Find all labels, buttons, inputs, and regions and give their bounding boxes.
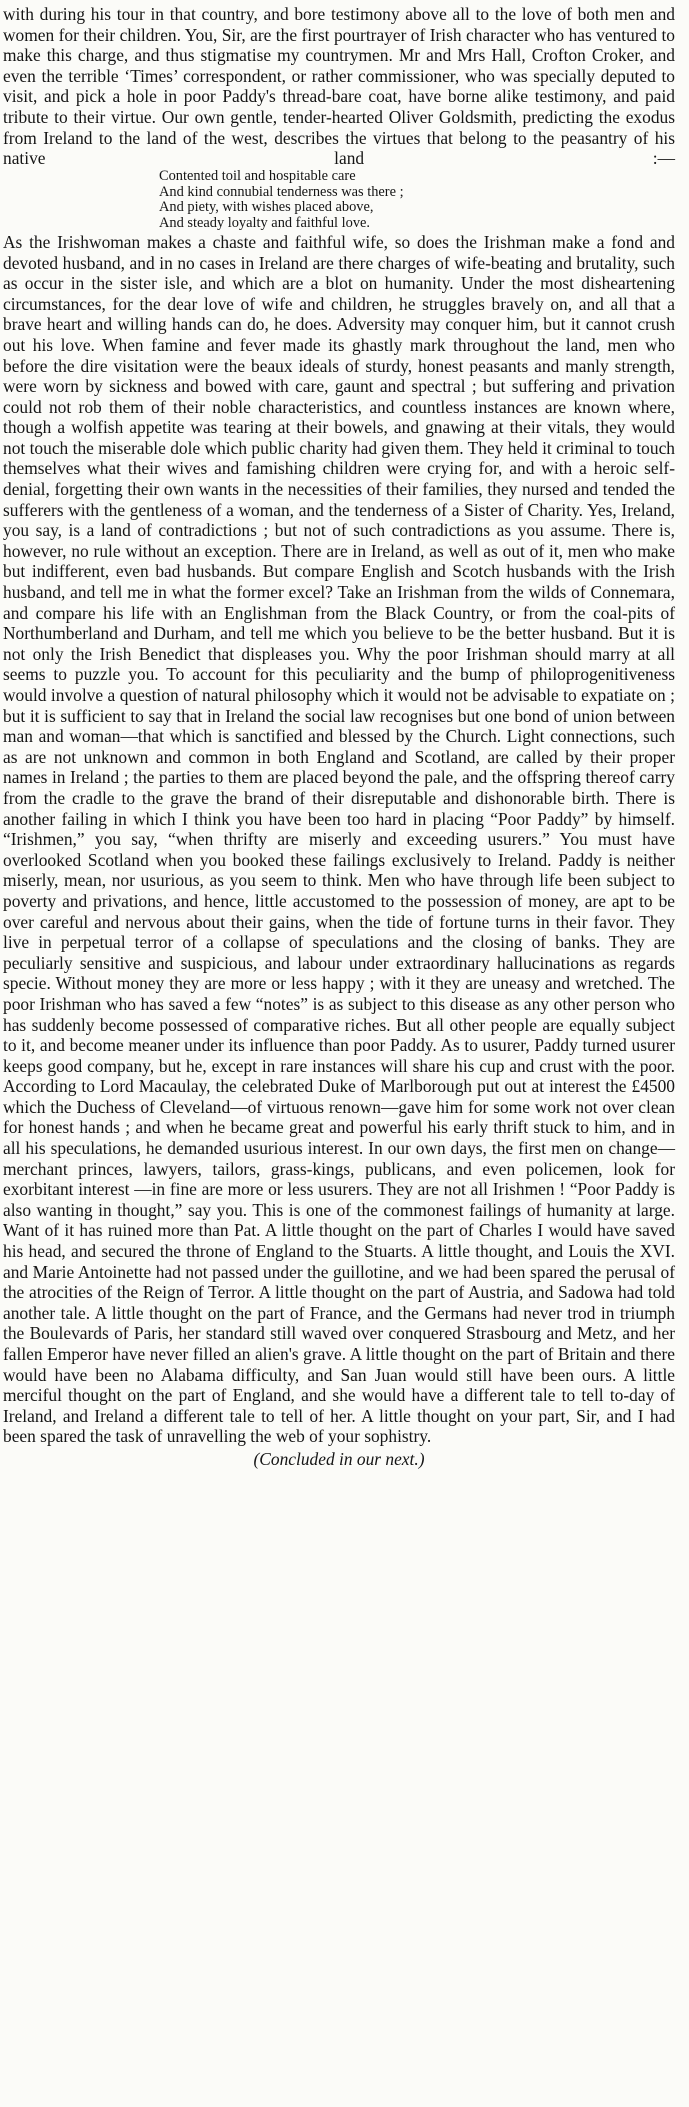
article-paragraph-main: As the Irishwoman makes a chaste and faithful wife, so does the Irishman make a fond and devoted husband, and in no cases in Ireland are there charges of wife-beating and brutality, such as occur in the sister isle, and which are a blot on humanity. Under the most disheartening circumstances, for the dear love of wife and children, he struggles bravely on, and all that a brave heart and willing hands can do, he does. Adversity may conquer him, but it cannot crush out his love. When famine and fever made its ghastly mark throughout the land, men who before the dire visitation were the beaux ideals of sturdy, honest peasants and manly strength, were worn by sickness and bowed with care, gaunt and spectral ; but suffering and privation could not rob them of their noble characteristics, and countless instances are known where, though a wolfish appetite was tearing at their bowels, and gnawing at their vitals, they would not touch the miserable dole which public charity had given them. They held it criminal to touch themselves what their wives and famishing children were crying for, and with a heroic self-denial, forgetting their own wants in the necessities of their families, they nursed and tended the sufferers with the gentleness of a woman, and the tenderness of a Sister of Charity. Yes, Ireland, you say, is a land of contradictions ; but not of such contradictions as you assume. There is, however, no rule without an exception. There are in Ireland, as well as out of it, men who make but indifferent, even bad husbands. But compare English and Scotch husbands with the Irish husband, and tell me in what the former excel? Take an Irishman from the wilds of Connemara, and compare his life with an Englishman from the Black Country, or from the coal-pits of Northumberland and Durham, and tell me which you believe to be the better husband. But it is not only the Irish Benedict that displeases you. Why the poor Irishman should marry at all seems to puzzle you. To account for this peculiarity and the bump of philoprogenitiveness would involve a question of natural philosophy which it would not be advisable to expatiate on ; but it is sufficient to say that in Ireland the social law recognises but one bond of union between man and woman—that which is sanctified and blessed by the Church. Light connections, such as are not unknown and common in both England and Scotland, are called by their proper names in Ireland ; the parties to them are placed beyond the pale, and the offspring thereof carry from the cradle to the grave the brand of their disreputable and dishonorable birth. There is another failing in which I think you have been too hard in placing “Poor Paddy” by himself. “Irishmen,” you say, “when thrifty are miserly and exceeding usurers.” You must have overlooked Scotland when you booked these failings exclusively to Ireland. Paddy is neither miserly, mean, nor usurious, as you seem to think. Men who have through life been subject to poverty and privations, and hence, little accustomed to the possession of money, are apt to be over careful and nervous about their gains, when the tide of fortune turns in their favor. They live in perpetual terror of a collapse of speculations and the closing of banks. They are peculiarly sensitive and suspicious, and labour under extraordinary hallucinations as regards specie. Without money they are more or less happy ; with it they are uneasy and wretched. The poor Irishman who has saved a few “notes” is as subject to this disease as any other person who has suddenly become possessed of comparative riches. But all other people are equally subject to it, and become meaner under its influence than poor Paddy. As to usurer, Paddy turned usurer keeps good company, but he, except in rare instances will share his cup and crust with the poor. According to Lord Macaulay, the celebrated Duke of Marlborough put out at interest the £4500 which the Duchess of Cleveland—of virtuous renown—gave him for some work not over clean for honest hands ; and when he became great and powerful his early thrift stuck to him, and in all his speculations, he demanded usurious interest. In our own days, the first men on change—merchant princes, lawyers, tailors, grass-kings, publicans, and even policemen, look for exorbitant interest —in fine are more or less usurers. They are not all Irishmen ! “Poor Paddy is also wanting in thought,” say you. This is one of the commonest failings of humanity at large. Want of it has ruined more than Pat. A little thought on the part of Charles I would have saved his head, and secured the throne of England to the Stuarts. A little thought, and Louis the XVI. and Marie Antoinette had not passed under the guillotine, and we had been spared the perusal of the atrocities of the Reign of Terror. A little thought on the part of Austria, and Sadowa had told another tale. A little thought on the part of France, and the Germans had never trod in triumph the Boulevards of Paris, her standard still waved over conquered Strasbourg and Metz, and her fallen Emperor have never filled an alien's grave. A little thought on the part of Britain and there would have been no Alabama difficulty, and San Juan would still have been ours. A little merciful thought on the part of England, and she would have a different tale to tell to-day of Ireland, and Ireland a different tale to tell of her. A little thought on your part, Sir, and I had been spared the task of unravelling the web of your sophistry. [3,231,675,1447]
goldsmith-verse [3,169,675,232]
verse-line: Contented toil and hospitable care [159,167,356,184]
verse-line: And piety, with wishes placed above, [159,199,374,216]
continuation-note: (Concluded in our next.) [253,1448,425,1469]
verse-line: And steady loyalty and faithful love. [159,215,371,232]
article-paragraph-opening: with during his tour in that country, and bore testimony above all to the love of both men and women for their children. You, Sir, are the first pourtrayer of Irish character who has ventured to make this charge, and thus stigmatise my countrymen. Mr and Mrs Hall, Crofton Croker, and even the terrible ‘Times’ correspondent, or rather commissioner, who was specially deputed to visit, and pick a hole in poor Paddy's thread-bare coat, have borne alike testimony, and paid tribute to their virtue. Our own gentle, tender-hearted Oliver Goldsmith, predicting the exodus from Ireland to the land of the west, describes the virtues that belong to the peasantry of his native land :— [3,4,675,169]
verse-line: And kind connubial tenderness was there ; [159,183,404,200]
